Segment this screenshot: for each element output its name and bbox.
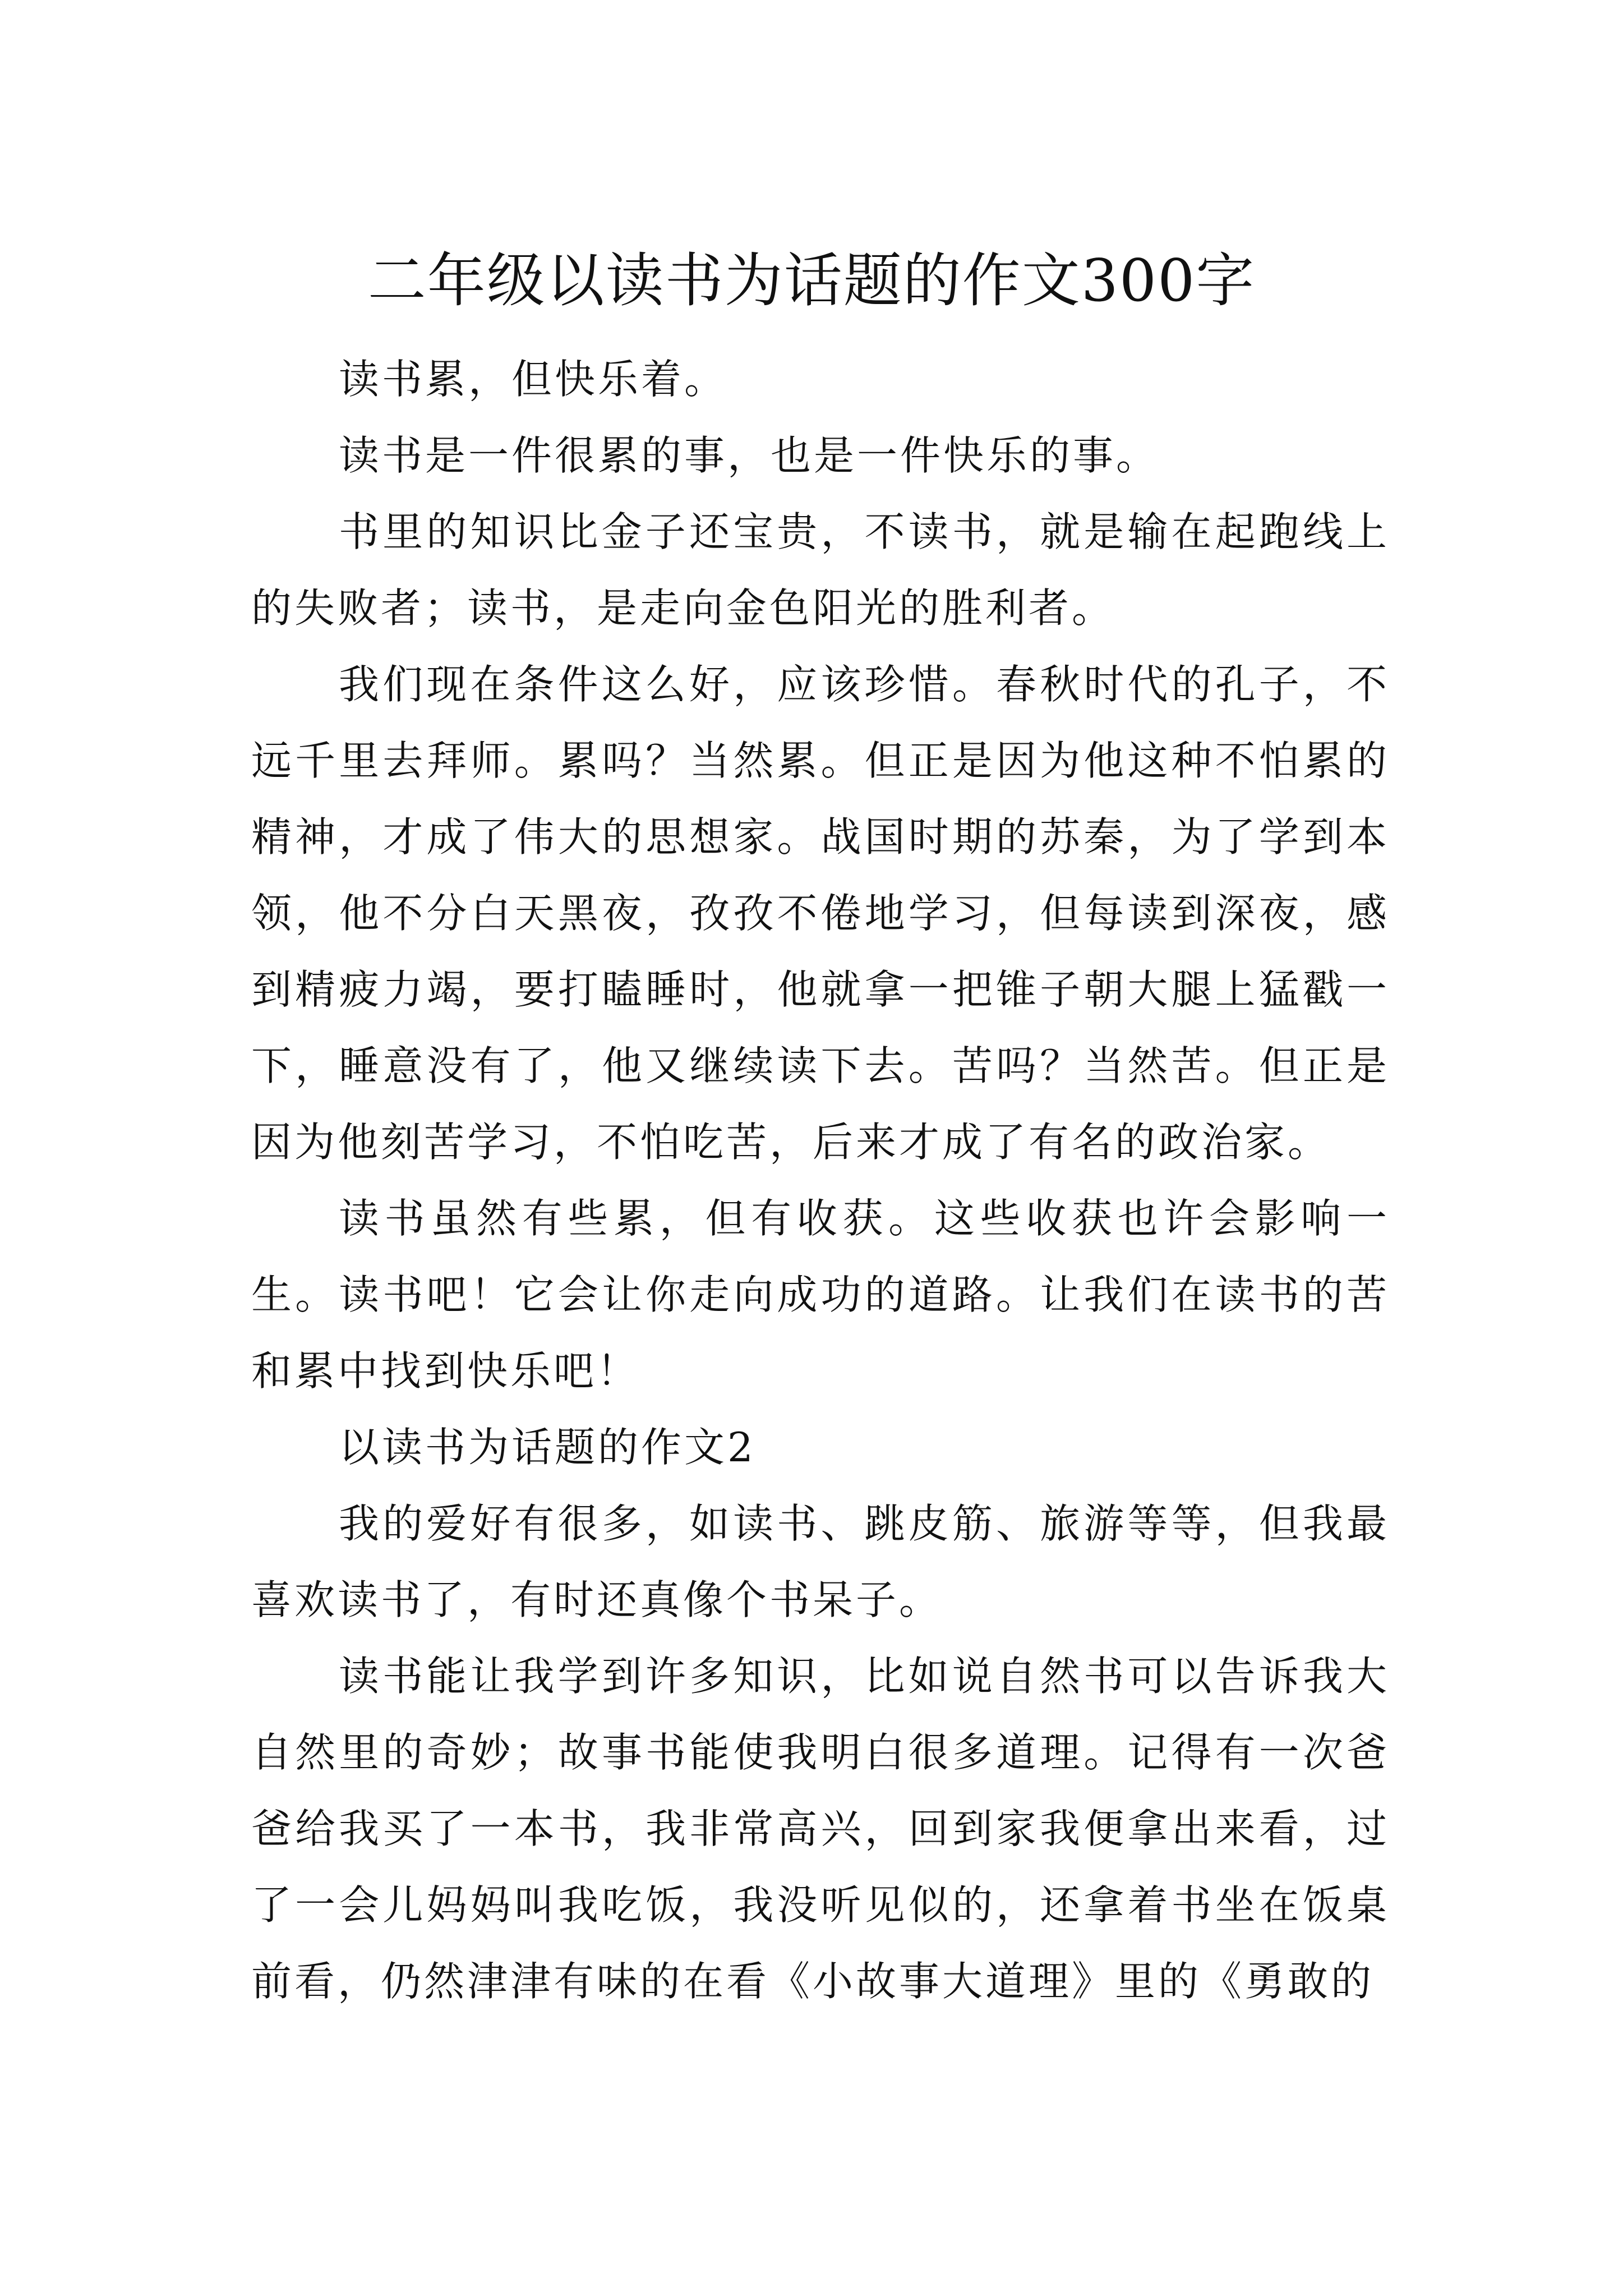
paragraph: 书里的知识比金子还宝贵，不读书，就是输在起跑线上的失败者；读书，是走向金色阳光的胜利者。 — [251, 508, 1390, 632]
section-heading: 以读书为话题的作文2 — [339, 1424, 756, 1471]
paragraph: 我的爱好有很多，如读书、跳皮筋、旅游等等，但我最喜欢读书了，有时还真像个书呆子。 — [251, 1500, 1390, 1623]
document-body — [251, 341, 1390, 2019]
document-title: 二年级以读书为话题的作文300字 — [367, 246, 1256, 315]
paragraph: 读书累，但快乐着。 — [339, 356, 728, 403]
paragraph: 读书是一件很累的事，也是一件快乐的事。 — [339, 432, 1160, 479]
paragraph: 读书能让我学到许多知识，比如说自然书可以告诉我大自然里的奇妙；故事书能使我明白很多道理。记得有一次爸爸给我买了一本书，我非常高兴，回到家我便拿出来看，过了一会儿妈妈叫我吃饭，我没听见似的，还拿着书坐在饭桌前看，仍然津津有味的在看《小故事大道理》里的《勇敢的 — [251, 1653, 1390, 2005]
paragraph: 读书虽然有些累，但有收获。这些收获也许会影响一生。读书吧！它会让你走向成功的道路。让我们在读书的苦和累中找到快乐吧！ — [251, 1195, 1390, 1395]
paragraph: 我们现在条件这么好，应该珍惜。春秋时代的孔子，不远千里去拜师。累吗？当然累。但正是因为他这种不怕累的精神，才成了伟大的思想家。战国时期的苏秦，为了学到本领，他不分白天黑夜，孜孜不倦地学习，但每读到深夜，感到精疲力竭，要打瞌睡时，他就拿一把锥子朝大腿上猛戳一下，睡意没有了，他又继续读下去。苦吗？当然苦。但正是因为他刻苦学习，不怕吃苦，后来才成了有名的政治家。 — [251, 661, 1390, 1166]
